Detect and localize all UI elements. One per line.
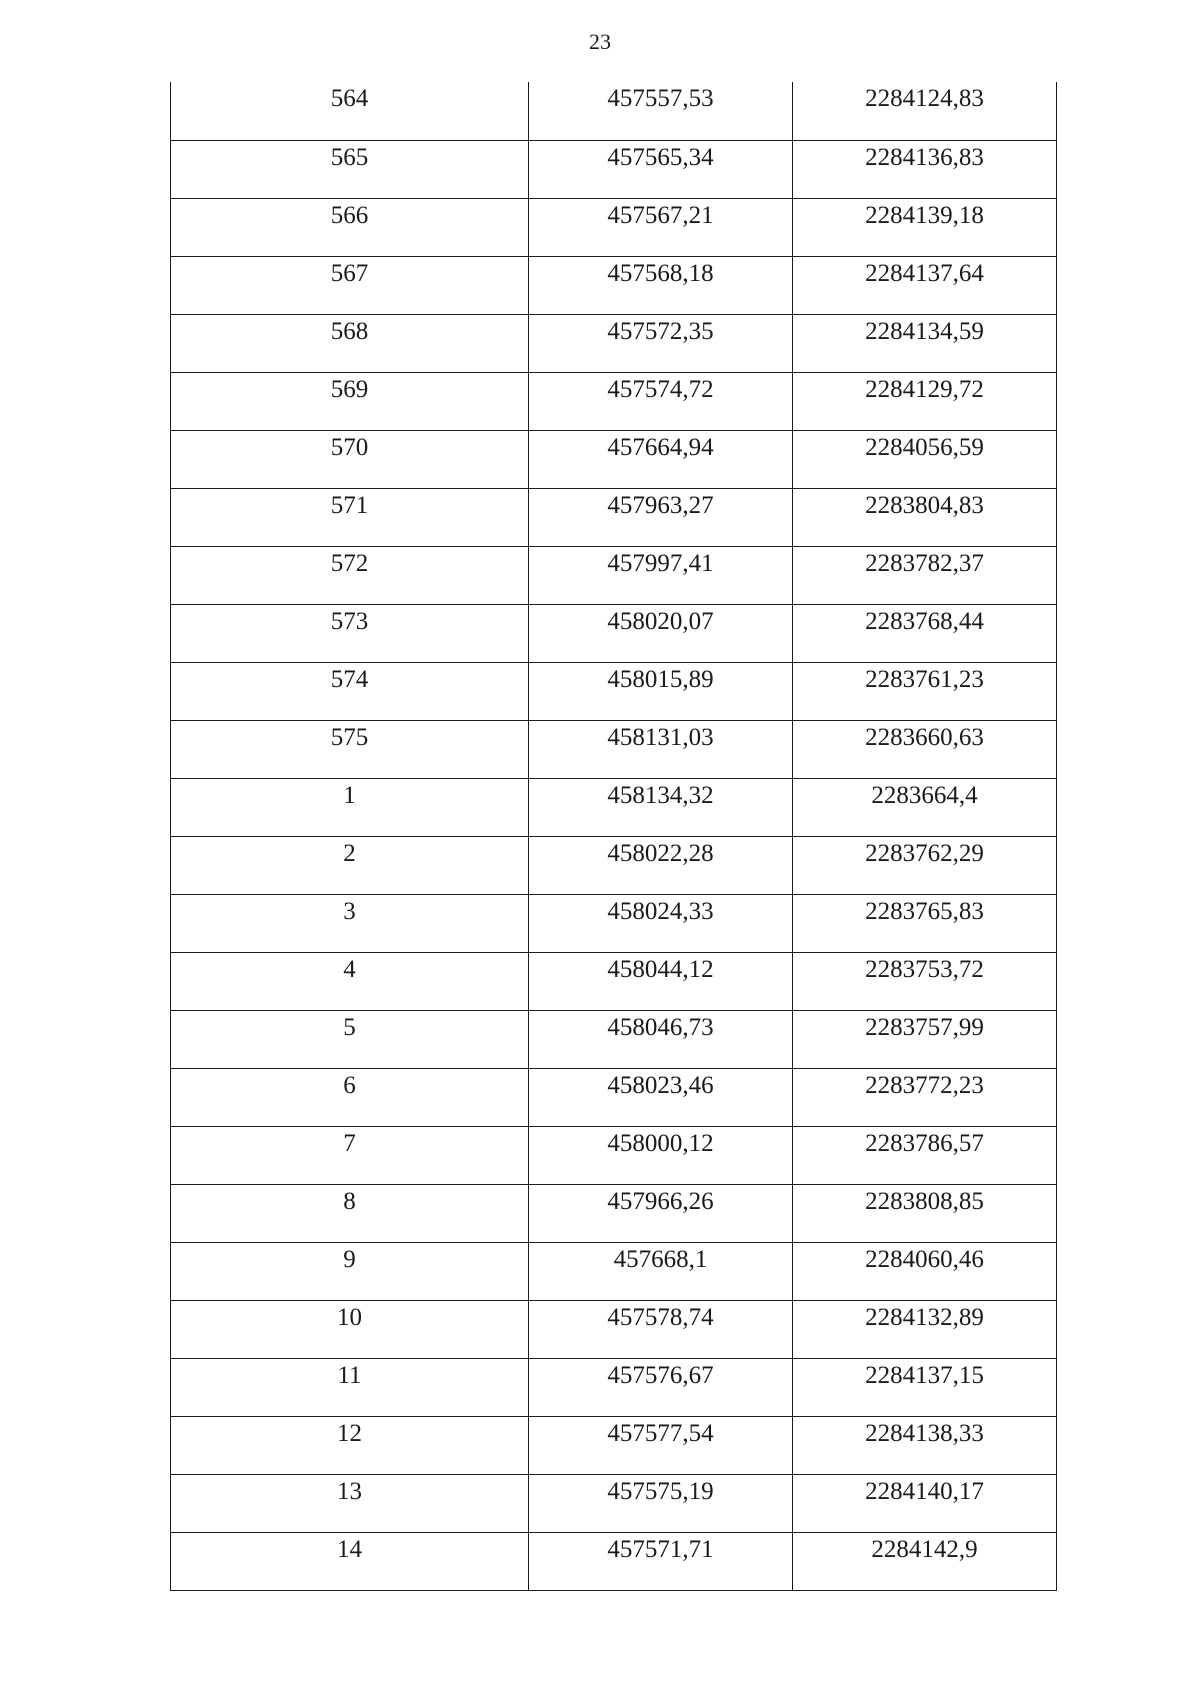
cell-text: 575 (330, 723, 369, 751)
cell-text: 572 (330, 549, 369, 577)
table-row (171, 604, 1057, 662)
cell-text: 565 (330, 143, 369, 171)
cell-text: 2283808,85 (865, 1187, 984, 1215)
cell-text: 458131,03 (607, 723, 714, 751)
point-number-cell (171, 836, 529, 894)
coordinates-table (170, 82, 1057, 1591)
x-coordinate-cell (529, 604, 793, 662)
table-row (171, 662, 1057, 720)
x-coordinate-cell (529, 198, 793, 256)
table-row (171, 1474, 1057, 1532)
table-row (171, 372, 1057, 430)
cell-text: 14 (337, 1535, 362, 1563)
point-number-cell (171, 1184, 529, 1242)
point-number-cell (171, 1242, 529, 1300)
y-coordinate-cell (793, 198, 1057, 256)
cell-text: 2283761,23 (865, 665, 984, 693)
point-number-cell (171, 1532, 529, 1590)
cell-text: 457668,1 (613, 1245, 708, 1273)
point-number-cell (171, 604, 529, 662)
table-row (171, 1010, 1057, 1068)
table-row (171, 952, 1057, 1010)
y-coordinate-cell (793, 1358, 1057, 1416)
x-coordinate-cell (529, 1532, 793, 1590)
cell-text: 2283782,37 (865, 549, 984, 577)
y-coordinate-cell (793, 256, 1057, 314)
cell-text: 457572,35 (607, 317, 714, 345)
y-coordinate-cell (793, 836, 1057, 894)
cell-text: 6 (343, 1071, 356, 1099)
point-number-cell (171, 430, 529, 488)
y-coordinate-cell (793, 1184, 1057, 1242)
cell-text: 2284137,64 (865, 259, 984, 287)
cell-text: 458022,28 (607, 839, 714, 867)
x-coordinate-cell (529, 314, 793, 372)
table-row (171, 198, 1057, 256)
y-coordinate-cell (793, 314, 1057, 372)
table-row (171, 256, 1057, 314)
point-number-cell (171, 894, 529, 952)
cell-text: 568 (330, 317, 369, 345)
cell-text: 2284137,15 (865, 1361, 984, 1389)
y-coordinate-cell (793, 546, 1057, 604)
table-row (171, 720, 1057, 778)
cell-text: 567 (330, 259, 369, 287)
y-coordinate-cell (793, 1126, 1057, 1184)
x-coordinate-cell (529, 1358, 793, 1416)
cell-text: 458020,07 (607, 607, 714, 635)
cell-text: 7 (343, 1129, 356, 1157)
cell-text: 2283664,4 (871, 781, 978, 809)
cell-text: 458015,89 (607, 665, 714, 693)
y-coordinate-cell (793, 778, 1057, 836)
y-coordinate-cell (793, 1474, 1057, 1532)
x-coordinate-cell (529, 372, 793, 430)
cell-text: 457567,21 (607, 201, 714, 229)
cell-text: 2283762,29 (865, 839, 984, 867)
x-coordinate-cell (529, 256, 793, 314)
table-row (171, 894, 1057, 952)
cell-text: 566 (330, 201, 369, 229)
cell-text: 2284134,59 (865, 317, 984, 345)
point-number-cell (171, 1416, 529, 1474)
cell-text: 2284140,17 (865, 1477, 984, 1505)
cell-text: 2283765,83 (865, 897, 984, 925)
cell-text: 457576,67 (607, 1361, 714, 1389)
cell-text: 457966,26 (607, 1187, 714, 1215)
x-coordinate-cell (529, 1068, 793, 1126)
y-coordinate-cell (793, 488, 1057, 546)
x-coordinate-cell (529, 1126, 793, 1184)
table-row (171, 1300, 1057, 1358)
point-number-cell (171, 82, 529, 140)
cell-text: 2283660,63 (865, 723, 984, 751)
point-number-cell (171, 1010, 529, 1068)
point-number-cell (171, 778, 529, 836)
cell-text: 2283772,23 (865, 1071, 984, 1099)
cell-text: 457963,27 (607, 491, 714, 519)
x-coordinate-cell (529, 778, 793, 836)
y-coordinate-cell (793, 1532, 1057, 1590)
y-coordinate-cell (793, 720, 1057, 778)
cell-text: 458023,46 (607, 1071, 714, 1099)
point-number-cell (171, 546, 529, 604)
y-coordinate-cell (793, 1416, 1057, 1474)
table-row (171, 778, 1057, 836)
cell-text: 570 (330, 433, 369, 461)
x-coordinate-cell (529, 1184, 793, 1242)
x-coordinate-cell (529, 430, 793, 488)
table-row (171, 546, 1057, 604)
cell-text: 10 (337, 1303, 362, 1331)
point-number-cell (171, 198, 529, 256)
x-coordinate-cell (529, 140, 793, 198)
y-coordinate-cell (793, 1068, 1057, 1126)
coordinates-table-body (171, 82, 1057, 1590)
x-coordinate-cell (529, 1300, 793, 1358)
x-coordinate-cell (529, 836, 793, 894)
cell-text: 457565,34 (607, 143, 714, 171)
x-coordinate-cell (529, 82, 793, 140)
table-row (171, 1532, 1057, 1590)
cell-text: 2283768,44 (865, 607, 984, 635)
table-row (171, 1358, 1057, 1416)
cell-text: 2284124,83 (865, 85, 984, 112)
cell-text: 9 (343, 1245, 356, 1273)
table-row (171, 836, 1057, 894)
point-number-cell (171, 1358, 529, 1416)
point-number-cell (171, 720, 529, 778)
cell-text: 1 (343, 781, 356, 809)
cell-text: 2284129,72 (865, 375, 984, 403)
x-coordinate-cell (529, 662, 793, 720)
point-number-cell (171, 488, 529, 546)
table-row (171, 1416, 1057, 1474)
point-number-cell (171, 256, 529, 314)
cell-text: 458024,33 (607, 897, 714, 925)
point-number-cell (171, 372, 529, 430)
cell-text: 2284132,89 (865, 1303, 984, 1331)
table-row (171, 1068, 1057, 1126)
point-number-cell (171, 140, 529, 198)
y-coordinate-cell (793, 1300, 1057, 1358)
x-coordinate-cell (529, 952, 793, 1010)
cell-text: 458046,73 (607, 1013, 714, 1041)
x-coordinate-cell (529, 1474, 793, 1532)
y-coordinate-cell (793, 1242, 1057, 1300)
cell-text: 8 (343, 1187, 356, 1215)
y-coordinate-cell (793, 372, 1057, 430)
cell-text: 458000,12 (607, 1129, 714, 1157)
cell-text: 4 (343, 955, 356, 983)
point-number-cell (171, 1300, 529, 1358)
cell-text: 2284142,9 (871, 1535, 978, 1563)
cell-text: 2284138,33 (865, 1419, 984, 1447)
x-coordinate-cell (529, 488, 793, 546)
y-coordinate-cell (793, 140, 1057, 198)
cell-text: 457577,54 (607, 1419, 714, 1447)
point-number-cell (171, 1126, 529, 1184)
table-row (171, 1184, 1057, 1242)
y-coordinate-cell (793, 894, 1057, 952)
cell-text: 11 (337, 1361, 362, 1389)
cell-text: 457557,53 (607, 85, 714, 112)
x-coordinate-cell (529, 1416, 793, 1474)
point-number-cell (171, 662, 529, 720)
point-number-cell (171, 1068, 529, 1126)
cell-text: 12 (337, 1419, 362, 1447)
cell-text: 457571,71 (607, 1535, 714, 1563)
cell-text: 564 (330, 85, 369, 112)
cell-text: 5 (343, 1013, 356, 1041)
cell-text: 457575,19 (607, 1477, 714, 1505)
y-coordinate-cell (793, 1010, 1057, 1068)
x-coordinate-cell (529, 1242, 793, 1300)
cell-text: 573 (330, 607, 369, 635)
cell-text: 457664,94 (607, 433, 714, 461)
cell-text: 457578,74 (607, 1303, 714, 1331)
cell-text: 457574,72 (607, 375, 714, 403)
x-coordinate-cell (529, 546, 793, 604)
cell-text: 2283786,57 (865, 1129, 984, 1157)
x-coordinate-cell (529, 720, 793, 778)
point-number-cell (171, 314, 529, 372)
cell-text: 3 (343, 897, 356, 925)
table-row (171, 1242, 1057, 1300)
y-coordinate-cell (793, 604, 1057, 662)
cell-text: 2284136,83 (865, 143, 984, 171)
table-row (171, 140, 1057, 198)
cell-text: 2283753,72 (865, 955, 984, 983)
cell-text: 2 (343, 839, 356, 867)
point-number-cell (171, 952, 529, 1010)
y-coordinate-cell (793, 952, 1057, 1010)
cell-text: 13 (337, 1477, 362, 1505)
table-row (171, 430, 1057, 488)
cell-text: 574 (330, 665, 369, 693)
y-coordinate-cell (793, 662, 1057, 720)
cell-text: 2284056,59 (865, 433, 984, 461)
cell-text: 2284139,18 (865, 201, 984, 229)
x-coordinate-cell (529, 1010, 793, 1068)
table-row (171, 488, 1057, 546)
cell-text: 458044,12 (607, 955, 714, 983)
cell-text: 2284060,46 (865, 1245, 984, 1273)
y-coordinate-cell (793, 82, 1057, 140)
page-number: 23 (589, 29, 611, 54)
table-row (171, 82, 1057, 140)
cell-text: 569 (330, 375, 369, 403)
cell-text: 457568,18 (607, 259, 714, 287)
table-row (171, 314, 1057, 372)
x-coordinate-cell (529, 894, 793, 952)
cell-text: 2283757,99 (865, 1013, 984, 1041)
table-row (171, 1126, 1057, 1184)
cell-text: 2283804,83 (865, 491, 984, 519)
y-coordinate-cell (793, 430, 1057, 488)
cell-text: 571 (330, 491, 369, 519)
point-number-cell (171, 1474, 529, 1532)
cell-text: 457997,41 (607, 549, 714, 577)
cell-text: 458134,32 (607, 781, 714, 809)
